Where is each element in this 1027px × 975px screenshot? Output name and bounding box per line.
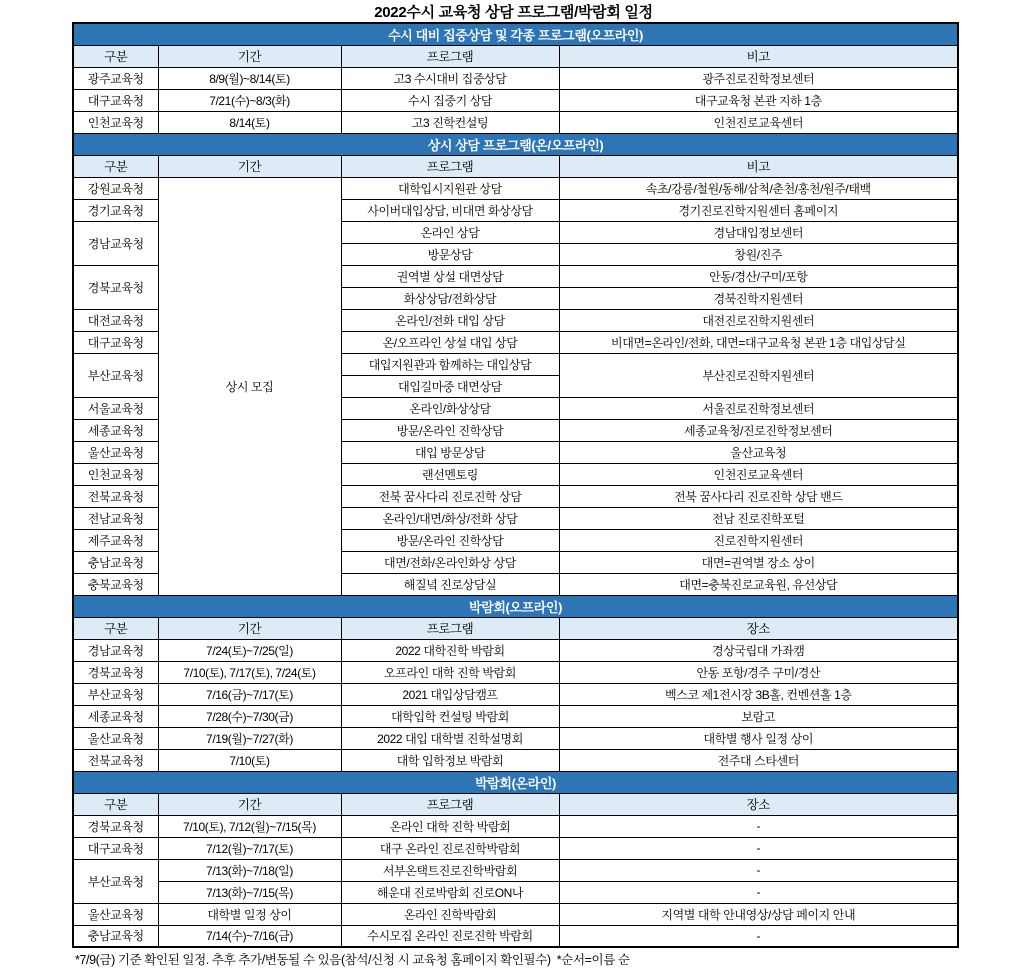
column-header: 장소 xyxy=(559,793,958,815)
cell: 인천진로교육센터 xyxy=(559,463,958,485)
cell: 대전진로진학지원센터 xyxy=(559,309,958,331)
cell: 경남교육청 xyxy=(73,221,158,265)
schedule-table-body xyxy=(73,23,958,947)
cell: 제주교육청 xyxy=(73,529,158,551)
cell: 오프라인 대학 진학 박람회 xyxy=(341,661,559,683)
cell: 세종교육청 xyxy=(73,705,158,727)
cell: 7/13(화)~7/15(목) xyxy=(158,881,341,903)
cell: 광주교육청 xyxy=(73,67,158,89)
cell: 경기교육청 xyxy=(73,199,158,221)
cell: 7/28(수)~7/30(금) xyxy=(158,705,341,727)
cell: 경북교육청 xyxy=(73,661,158,683)
cell: 전북교육청 xyxy=(73,485,158,507)
cell: 부산교육청 xyxy=(73,683,158,705)
cell: 대입 방문상담 xyxy=(341,441,559,463)
column-header: 장소 xyxy=(559,617,958,639)
cell: 화상상담/전화상담 xyxy=(341,287,559,309)
table-row xyxy=(73,727,958,749)
cell: 해운대 진로박람회 진로ON나 xyxy=(341,881,559,903)
cell: 전남교육청 xyxy=(73,507,158,529)
schedule-table xyxy=(72,22,959,948)
column-header: 비고 xyxy=(559,155,958,177)
cell: 경남교육청 xyxy=(73,639,158,661)
cell: 세종교육청/진로진학정보센터 xyxy=(559,419,958,441)
cell: 7/21(수)~8/3(화) xyxy=(158,89,341,111)
cell: 강원교육청 xyxy=(73,177,158,199)
cell: - xyxy=(559,859,958,881)
cell: 대전교육청 xyxy=(73,309,158,331)
cell: 수시모집 온라인 진로진학 박람회 xyxy=(341,925,559,947)
cell: 대면/전화/온라인화상 상담 xyxy=(341,551,559,573)
table-row xyxy=(73,661,958,683)
cell: 7/19(월)~7/27(화) xyxy=(158,727,341,749)
table-row xyxy=(73,837,958,859)
cell: 대구교육청 본관 지하 1층 xyxy=(559,89,958,111)
table-row xyxy=(73,749,958,771)
column-header: 기간 xyxy=(158,793,341,815)
cell: 경남대입정보센터 xyxy=(559,221,958,243)
cell: 7/10(토) xyxy=(158,749,341,771)
cell: 인천교육청 xyxy=(73,463,158,485)
cell: 방문상담 xyxy=(341,243,559,265)
cell: 진로진학지원센터 xyxy=(559,529,958,551)
table-row xyxy=(73,683,958,705)
cell: 충남교육청 xyxy=(73,925,158,947)
cell: 부산교육청 xyxy=(73,353,158,397)
cell: 대구 온라인 진로진학박람회 xyxy=(341,837,559,859)
cell: 울산교육청 xyxy=(73,727,158,749)
cell: 수시 집중기 상담 xyxy=(341,89,559,111)
table-row xyxy=(73,705,958,727)
cell: 충남교육청 xyxy=(73,551,158,573)
cell: 대구교육청 xyxy=(73,837,158,859)
cell: - xyxy=(559,815,958,837)
cell: 7/24(토)~7/25(일) xyxy=(158,639,341,661)
cell: 온라인 상담 xyxy=(341,221,559,243)
table-row xyxy=(73,925,958,947)
cell: 7/16(금)~7/17(토) xyxy=(158,683,341,705)
cell: 7/14(수)~7/16(금) xyxy=(158,925,341,947)
cell: 대학입학 컨설팅 박람회 xyxy=(341,705,559,727)
cell: 울산교육청 xyxy=(73,441,158,463)
column-header: 구분 xyxy=(73,45,158,67)
cell: 8/9(월)~8/14(토) xyxy=(158,67,341,89)
column-header: 기간 xyxy=(158,617,341,639)
cell: 인천교육청 xyxy=(73,111,158,133)
cell: 온라인/화상상담 xyxy=(341,397,559,419)
cell: 대구교육청 xyxy=(73,89,158,111)
cell: 온/오프라인 상설 대입 상담 xyxy=(341,331,559,353)
cell: 대면=권역별 장소 상이 xyxy=(559,551,958,573)
cell: 온라인 대학 진학 박람회 xyxy=(341,815,559,837)
cell: 울산교육청 xyxy=(559,441,958,463)
column-header: 기간 xyxy=(158,155,341,177)
page-title: 2022수시 교육청 상담 프로그램/박람회 일정 xyxy=(374,4,653,21)
column-header: 프로그램 xyxy=(341,793,559,815)
column-header: 구분 xyxy=(73,793,158,815)
cell: 대학입시지원관 상담 xyxy=(341,177,559,199)
cell: 지역별 대학 안내영상/상담 페이지 안내 xyxy=(559,903,958,925)
cell: 안동 포항/경주 구미/경산 xyxy=(559,661,958,683)
table-row xyxy=(73,903,958,925)
cell: 전주대 스타센터 xyxy=(559,749,958,771)
cell: 사이버대입상담, 비대면 화상상담 xyxy=(341,199,559,221)
cell: - xyxy=(559,837,958,859)
cell: 부산교육청 xyxy=(73,859,158,903)
column-header: 프로그램 xyxy=(341,155,559,177)
table-row xyxy=(73,881,958,903)
cell: 온라인/전화 대입 상담 xyxy=(341,309,559,331)
cell: 서울진로진학정보센터 xyxy=(559,397,958,419)
footnote: *7/9(금) 기준 확인된 일정. 추후 추가/변동될 수 있음(참석/신청 시 교육청 홈페이지 확인필수) *순서=이름 순 xyxy=(75,953,630,967)
column-header: 프로그램 xyxy=(341,45,559,67)
table-row xyxy=(73,859,958,881)
cell: 2022 대입 대학별 진학설명회 xyxy=(341,727,559,749)
table-row xyxy=(73,111,958,133)
cell: - xyxy=(559,881,958,903)
cell: 8/14(토) xyxy=(158,111,341,133)
cell: 권역별 상설 대면상담 xyxy=(341,265,559,287)
cell: 온라인/대면/화상/전화 상담 xyxy=(341,507,559,529)
column-header: 프로그램 xyxy=(341,617,559,639)
cell: 경북교육청 xyxy=(73,265,158,309)
cell: 세종교육청 xyxy=(73,419,158,441)
column-header: 비고 xyxy=(559,45,958,67)
cell: 충북교육청 xyxy=(73,573,158,595)
column-header: 구분 xyxy=(73,617,158,639)
cell: 창원/진주 xyxy=(559,243,958,265)
cell: 전북 꿈사다리 진로진학 상담 xyxy=(341,485,559,507)
cell: - xyxy=(559,925,958,947)
table-row xyxy=(73,67,958,89)
cell: 전남 진로진학포털 xyxy=(559,507,958,529)
table-row xyxy=(73,89,958,111)
cell: 2021 대입상담캠프 xyxy=(341,683,559,705)
cell: 해질녘 진로상담실 xyxy=(341,573,559,595)
cell: 서부온택트진로진학박람회 xyxy=(341,859,559,881)
cell: 광주진로진학정보센터 xyxy=(559,67,958,89)
cell: 울산교육청 xyxy=(73,903,158,925)
cell: 랜선멘토링 xyxy=(341,463,559,485)
cell: 경북교육청 xyxy=(73,815,158,837)
cell: 2022 대학진학 박람회 xyxy=(341,639,559,661)
cell: 상시 모집 xyxy=(158,177,341,595)
section-header-3: 박람회(온라인) xyxy=(73,771,958,793)
cell: 고3 진학컨설팅 xyxy=(341,111,559,133)
cell: 부산진로진학지원센터 xyxy=(559,353,958,397)
section-header-2: 박람회(오프라인) xyxy=(73,595,958,617)
cell: 경상국립대 가좌캠 xyxy=(559,639,958,661)
section-header-1: 상시 상담 프로그램(온/오프라인) xyxy=(73,133,958,155)
cell: 대학 입학정보 박람회 xyxy=(341,749,559,771)
cell: 7/12(월)~7/17(토) xyxy=(158,837,341,859)
cell: 대학별 일정 상이 xyxy=(158,903,341,925)
table-row xyxy=(73,639,958,661)
cell: 대학별 행사 일정 상이 xyxy=(559,727,958,749)
cell: 방문/온라인 진학상담 xyxy=(341,419,559,441)
cell: 전북교육청 xyxy=(73,749,158,771)
cell: 인천진로교육센터 xyxy=(559,111,958,133)
cell: 대입길마중 대면상담 xyxy=(341,375,559,397)
cell: 비대면=온라인/전화, 대면=대구교육청 본관 1층 대입상담실 xyxy=(559,331,958,353)
column-header: 구분 xyxy=(73,155,158,177)
cell: 안동/경산/구미/포항 xyxy=(559,265,958,287)
cell: 서울교육청 xyxy=(73,397,158,419)
table-row xyxy=(73,177,958,199)
cell: 7/10(토), 7/12(월)~7/15(목) xyxy=(158,815,341,837)
cell: 7/13(화)~7/18(일) xyxy=(158,859,341,881)
column-header: 기간 xyxy=(158,45,341,67)
cell: 7/10(토), 7/17(토), 7/24(토) xyxy=(158,661,341,683)
cell: 전북 꿈사다리 진로진학 상담 밴드 xyxy=(559,485,958,507)
cell: 방문/온라인 진학상담 xyxy=(341,529,559,551)
cell: 경북진학지원센터 xyxy=(559,287,958,309)
cell: 대입지원관과 함께하는 대입상담 xyxy=(341,353,559,375)
table-row xyxy=(73,815,958,837)
cell: 속초/강릉/철원/동해/삼척/춘천/홍천/원주/태백 xyxy=(559,177,958,199)
section-header-0: 수시 대비 집중상담 및 각종 프로그램(오프라인) xyxy=(73,23,958,45)
cell: 대면=충북진로교육원, 유선상담 xyxy=(559,573,958,595)
cell: 보람고 xyxy=(559,705,958,727)
cell: 대구교육청 xyxy=(73,331,158,353)
cell: 벡스코 제1전시장 3B홀, 컨벤션홀 1층 xyxy=(559,683,958,705)
cell: 고3 수시대비 집중상담 xyxy=(341,67,559,89)
cell: 경기진로진학지원센터 홈페이지 xyxy=(559,199,958,221)
cell: 온라인 진학박람회 xyxy=(341,903,559,925)
